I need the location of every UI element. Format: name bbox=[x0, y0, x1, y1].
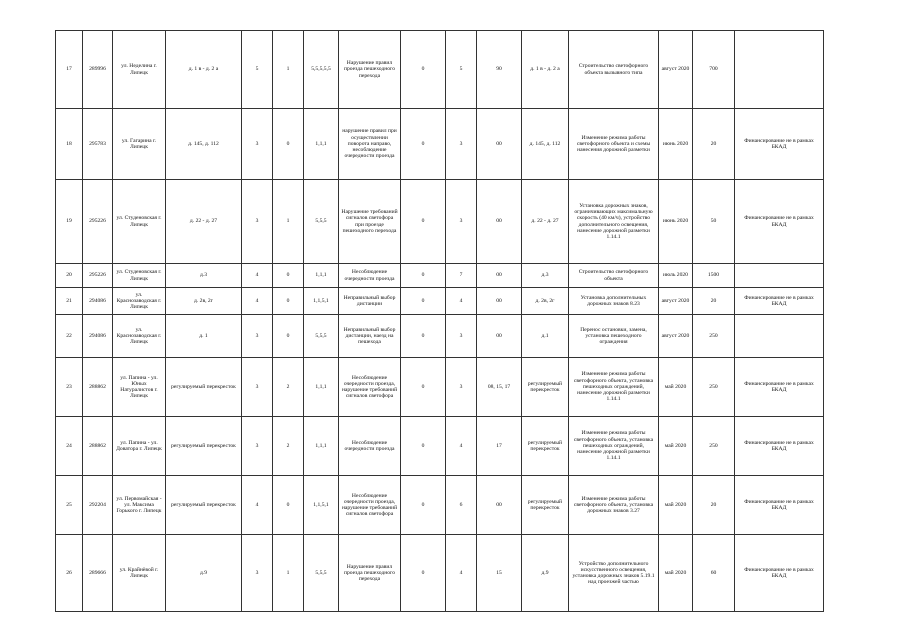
cell-note: Финансирование не в рамках БКАД bbox=[735, 180, 824, 264]
cell-street: ул. Студеновская г. Липецк bbox=[113, 180, 166, 264]
incident-table bbox=[55, 30, 824, 612]
cell-code: 295226 bbox=[83, 180, 113, 264]
cell-c6: 1 bbox=[273, 31, 304, 109]
cell-location: д. 22 - д. 27 bbox=[166, 180, 242, 264]
cell-code: 292204 bbox=[83, 476, 113, 535]
cell-c5: 4 bbox=[242, 476, 273, 535]
table-row bbox=[56, 417, 824, 476]
cell-c11: 17 bbox=[477, 417, 522, 476]
cell-c9: 0 bbox=[401, 358, 446, 417]
table-row bbox=[56, 476, 824, 535]
cell-date: июнь 2020 bbox=[659, 180, 693, 264]
cell-c5: 4 bbox=[242, 264, 273, 288]
cell-c10: 3 bbox=[446, 358, 477, 417]
cell-c9: 0 bbox=[401, 109, 446, 180]
cell-num: 19 bbox=[56, 180, 83, 264]
cell-code: 289996 bbox=[83, 31, 113, 109]
cell-date: май 2020 bbox=[659, 358, 693, 417]
cell-code: 294086 bbox=[83, 288, 113, 315]
cell-note: Финансирование не в рамках БКАД bbox=[735, 109, 824, 180]
cell-street: ул. Папина - ул. Юных Натуралистов г. Липецк bbox=[113, 358, 166, 417]
cell-c5: 3 bbox=[242, 315, 273, 358]
cell-date: август 2020 bbox=[659, 315, 693, 358]
cell-num: 26 bbox=[56, 535, 83, 612]
cell-violation: Неправильный выбор дистанции bbox=[339, 288, 401, 315]
cell-num: 17 bbox=[56, 31, 83, 109]
cell-measure: Строительство светофорного объекта вызывного типа bbox=[569, 31, 659, 109]
cell-cost: 250 bbox=[693, 358, 735, 417]
table-row bbox=[56, 180, 824, 264]
cell-measure: Перенос остановки, замена, установка пешеходного ограждения bbox=[569, 315, 659, 358]
cell-measure: Установка дорожных знаков, ограничивающих максимальную скорость (40 км/ч), устройство дополнительного освещения, нанесение дорожной разметки 1.14.1 bbox=[569, 180, 659, 264]
cell-c10: 6 bbox=[446, 476, 477, 535]
cell-location: д.3 bbox=[166, 264, 242, 288]
cell-c11: 00 bbox=[477, 180, 522, 264]
cell-location: д. 2в, 2г bbox=[166, 288, 242, 315]
cell-street: ул. Крайнёвой г. Липецк bbox=[113, 535, 166, 612]
cell-c10: 4 bbox=[446, 535, 477, 612]
cell-note: Финансирование не в рамках БКАД bbox=[735, 535, 824, 612]
cell-c6: 0 bbox=[273, 315, 304, 358]
cell-c12: д.1 bbox=[522, 315, 569, 358]
table-row bbox=[56, 31, 824, 109]
cell-c7: 5,5,5,5,5 bbox=[304, 31, 339, 109]
cell-num: 21 bbox=[56, 288, 83, 315]
cell-c10: 4 bbox=[446, 417, 477, 476]
cell-num: 18 bbox=[56, 109, 83, 180]
cell-c7: 1,1,1 bbox=[304, 358, 339, 417]
cell-measure: Установка дополнительных дорожных знаков 8.23 bbox=[569, 288, 659, 315]
cell-violation: Несоблюдение очередности проезда, нарушение требований сигналов светофора bbox=[339, 358, 401, 417]
cell-num: 25 bbox=[56, 476, 83, 535]
cell-location: д. 1 bbox=[166, 315, 242, 358]
cell-c6: 0 bbox=[273, 288, 304, 315]
cell-c11: 00 bbox=[477, 315, 522, 358]
cell-note bbox=[735, 315, 824, 358]
cell-c5: 3 bbox=[242, 180, 273, 264]
cell-location: д. 145, д. 112 bbox=[166, 109, 242, 180]
cell-violation: Несоблюдение очередности проезда bbox=[339, 417, 401, 476]
cell-num: 24 bbox=[56, 417, 83, 476]
cell-cost: 20 bbox=[693, 288, 735, 315]
cell-street: ул. Гагарина г. Липецк bbox=[113, 109, 166, 180]
cell-code: 295783 bbox=[83, 109, 113, 180]
cell-location: регулируемый перекресток bbox=[166, 417, 242, 476]
cell-c6: 2 bbox=[273, 417, 304, 476]
cell-c10: 3 bbox=[446, 315, 477, 358]
cell-code: 288862 bbox=[83, 358, 113, 417]
cell-c9: 0 bbox=[401, 264, 446, 288]
cell-c11: 00 bbox=[477, 264, 522, 288]
cell-num: 20 bbox=[56, 264, 83, 288]
cell-c12: д. 2в, 2г bbox=[522, 288, 569, 315]
cell-code: 289666 bbox=[83, 535, 113, 612]
cell-c11: 00 bbox=[477, 109, 522, 180]
cell-date: май 2020 bbox=[659, 535, 693, 612]
cell-cost: 50 bbox=[693, 180, 735, 264]
cell-c5: 5 bbox=[242, 31, 273, 109]
cell-c10: 7 bbox=[446, 264, 477, 288]
cell-measure: Устройство дополнительного искусственного освещения, установка дорожных знаков 5.19.1 над проезжей частью bbox=[569, 535, 659, 612]
cell-c9: 0 bbox=[401, 31, 446, 109]
cell-c11: 00 bbox=[477, 288, 522, 315]
cell-c7: 5,5,5 bbox=[304, 180, 339, 264]
cell-c7: 5,5,5 bbox=[304, 535, 339, 612]
cell-num: 22 bbox=[56, 315, 83, 358]
cell-street: ул. Неделина г. Липецк bbox=[113, 31, 166, 109]
cell-c12: д.9 bbox=[522, 535, 569, 612]
cell-violation: Несоблюдение очередности проезда, нарушение требований сигналов светофора bbox=[339, 476, 401, 535]
cell-code: 295226 bbox=[83, 264, 113, 288]
cell-violation: Несоблюдение очередности проезда bbox=[339, 264, 401, 288]
cell-note: Финансирование не в рамках БКАД bbox=[735, 288, 824, 315]
cell-cost: 250 bbox=[693, 417, 735, 476]
cell-num: 23 bbox=[56, 358, 83, 417]
cell-street: ул. Краснозаводская г. Липецк bbox=[113, 288, 166, 315]
table-row bbox=[56, 535, 824, 612]
cell-c12: д.3 bbox=[522, 264, 569, 288]
cell-violation: Нарушение требований сигналов светофора при проезде пешеходного перехода bbox=[339, 180, 401, 264]
cell-c5: 3 bbox=[242, 417, 273, 476]
cell-note bbox=[735, 264, 824, 288]
cell-c11: 90 bbox=[477, 31, 522, 109]
cell-c7: 1,1,5,1 bbox=[304, 476, 339, 535]
cell-measure: Изменение режима работы светофорного объекта и схемы нанесения дорожной разметки bbox=[569, 109, 659, 180]
cell-c12: регулируемый перекресток bbox=[522, 358, 569, 417]
cell-location: д.9 bbox=[166, 535, 242, 612]
cell-date: июль 2020 bbox=[659, 264, 693, 288]
cell-c11: 08, 15, 17 bbox=[477, 358, 522, 417]
cell-code: 288862 bbox=[83, 417, 113, 476]
cell-c5: 3 bbox=[242, 358, 273, 417]
cell-c9: 0 bbox=[401, 288, 446, 315]
cell-violation: Нарушение правил проезда пешеходного перехода bbox=[339, 31, 401, 109]
cell-c6: 0 bbox=[273, 476, 304, 535]
cell-street: ул. Первомайская - ул. Максима Горького г. Липецк bbox=[113, 476, 166, 535]
cell-c12: регулируемый перекресток bbox=[522, 476, 569, 535]
cell-location: д. 1 в - д. 2 а bbox=[166, 31, 242, 109]
cell-c9: 0 bbox=[401, 417, 446, 476]
cell-note: Финансирование не в рамках БКАД bbox=[735, 417, 824, 476]
cell-c10: 5 bbox=[446, 31, 477, 109]
cell-note: Финансирование не в рамках БКАД bbox=[735, 476, 824, 535]
cell-c9: 0 bbox=[401, 315, 446, 358]
cell-date: июнь 2020 bbox=[659, 109, 693, 180]
cell-c7: 1,1,1 bbox=[304, 264, 339, 288]
cell-location: регулируемый перекресток bbox=[166, 476, 242, 535]
cell-c7: 1,1,1 bbox=[304, 417, 339, 476]
table-row bbox=[56, 315, 824, 358]
cell-violation: Нарушение правил проезда пешеходного перехода bbox=[339, 535, 401, 612]
cell-c12: д. 1 в - д. 2 а bbox=[522, 31, 569, 109]
cell-c6: 1 bbox=[273, 535, 304, 612]
table-row bbox=[56, 109, 824, 180]
table-row bbox=[56, 264, 824, 288]
cell-c10: 4 bbox=[446, 288, 477, 315]
cell-c9: 0 bbox=[401, 180, 446, 264]
cell-cost: 1500 bbox=[693, 264, 735, 288]
cell-c10: 3 bbox=[446, 109, 477, 180]
cell-c12: д. 22 - д. 27 bbox=[522, 180, 569, 264]
cell-note: Финансирование не в рамках БКАД bbox=[735, 358, 824, 417]
cell-c11: 15 bbox=[477, 535, 522, 612]
cell-c5: 4 bbox=[242, 288, 273, 315]
cell-c6: 0 bbox=[273, 109, 304, 180]
cell-c12: д. 145, д. 112 bbox=[522, 109, 569, 180]
cell-c5: 3 bbox=[242, 109, 273, 180]
table-row bbox=[56, 358, 824, 417]
cell-date: август 2020 bbox=[659, 31, 693, 109]
cell-cost: 250 bbox=[693, 315, 735, 358]
cell-measure: Изменение режима работы светофорного объекта, установка пешеходных ограждений, нанесение дорожной разметки 1.14.1 bbox=[569, 358, 659, 417]
cell-c6: 1 bbox=[273, 180, 304, 264]
cell-location: регулируемый перекресток bbox=[166, 358, 242, 417]
cell-cost: 60 bbox=[693, 535, 735, 612]
cell-c7: 5,5,5 bbox=[304, 315, 339, 358]
cell-c9: 0 bbox=[401, 476, 446, 535]
cell-c5: 3 bbox=[242, 535, 273, 612]
cell-c7: 1,1,5,1 bbox=[304, 288, 339, 315]
cell-violation: нарушение правил при осуществлении поворота направо, несоблюдение очередности проезда bbox=[339, 109, 401, 180]
cell-measure: Изменение режима работы светофорного объекта, установка дорожных знаков 3.27 bbox=[569, 476, 659, 535]
cell-street: ул. Краснозаводская г. Липецк bbox=[113, 315, 166, 358]
cell-cost: 700 bbox=[693, 31, 735, 109]
cell-c7: 1,1,1 bbox=[304, 109, 339, 180]
cell-c6: 0 bbox=[273, 264, 304, 288]
cell-c6: 2 bbox=[273, 358, 304, 417]
cell-date: май 2020 bbox=[659, 476, 693, 535]
cell-c11: 00 bbox=[477, 476, 522, 535]
cell-street: ул. Студеновская г. Липецк bbox=[113, 264, 166, 288]
cell-street: ул. Папина - ул. Доватора г. Липецк bbox=[113, 417, 166, 476]
table-row bbox=[56, 288, 824, 315]
cell-violation: Неправильный выбор дистанции, наезд на пешехода bbox=[339, 315, 401, 358]
cell-c12: регулируемый перекресток bbox=[522, 417, 569, 476]
cell-c10: 3 bbox=[446, 180, 477, 264]
cell-measure: Строительство светофорного объекта bbox=[569, 264, 659, 288]
cell-cost: 20 bbox=[693, 476, 735, 535]
cell-note bbox=[735, 31, 824, 109]
cell-date: август 2020 bbox=[659, 288, 693, 315]
cell-c9: 0 bbox=[401, 535, 446, 612]
cell-code: 294086 bbox=[83, 315, 113, 358]
cell-date: май 2020 bbox=[659, 417, 693, 476]
cell-measure: Изменение режима работы светофорного объекта, установка пешеходных ограждений, нанесение дорожной разметки 1.14.1 bbox=[569, 417, 659, 476]
table-body bbox=[56, 31, 824, 612]
cell-cost: 20 bbox=[693, 109, 735, 180]
